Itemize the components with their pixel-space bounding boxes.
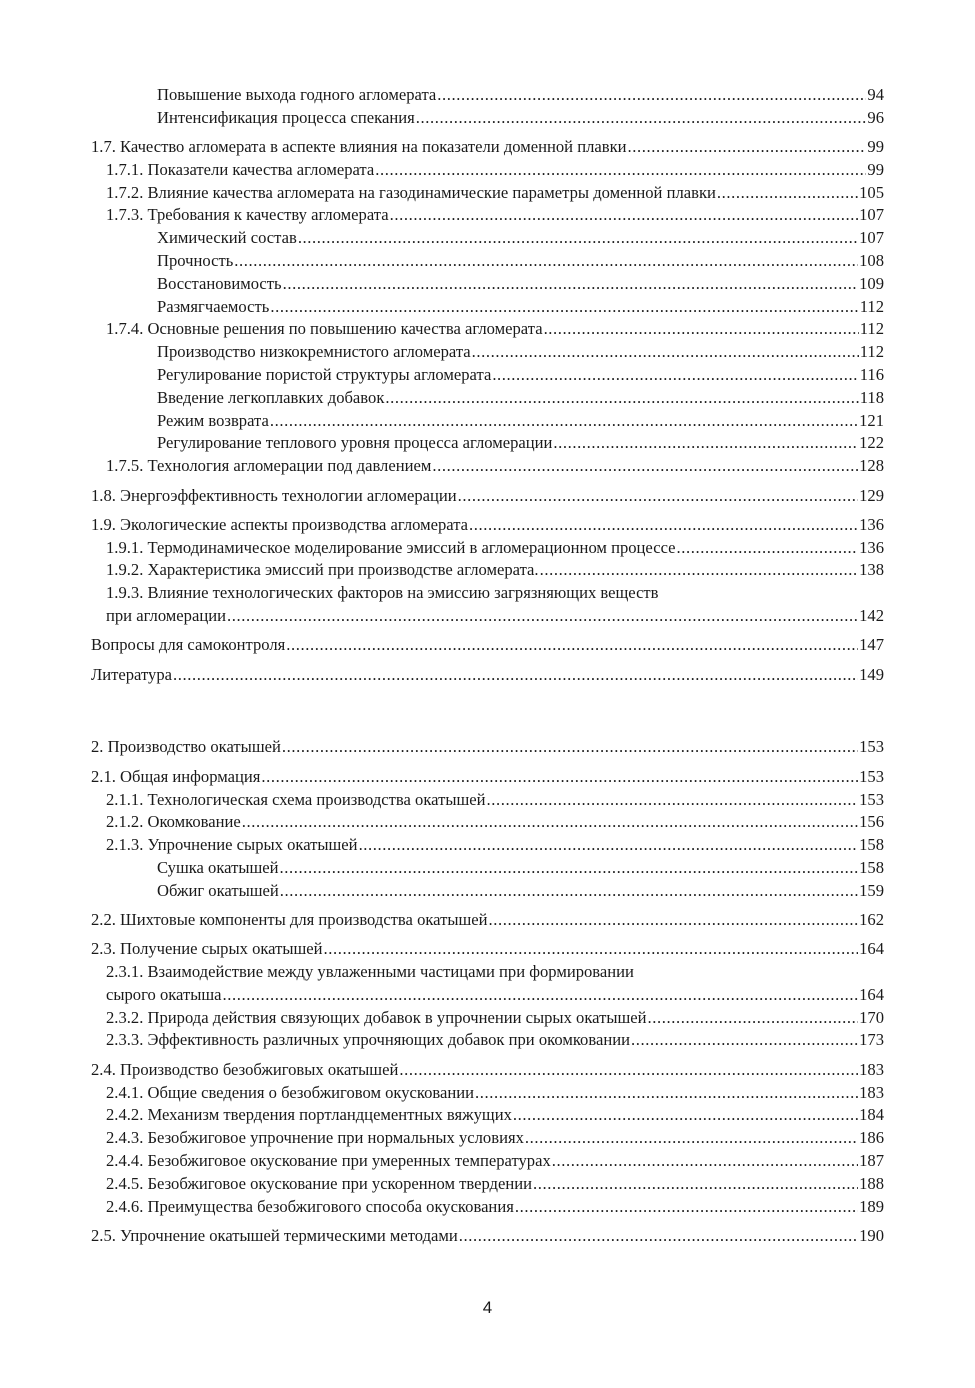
toc-section: 2.3. Получение сырых окатышей ..... 164 bbox=[91, 938, 884, 961]
toc-entry: 2.1.2. Окомкование ..... 156 bbox=[91, 811, 884, 834]
toc-entry: 2.4.3. Безобжиговое упрочнение при нормальных условиях ..... 186 bbox=[91, 1127, 884, 1150]
toc-section: 2.1. Общая информация ..... 153 bbox=[91, 766, 884, 789]
toc-chapter: 2. Производство окатышей ..... 153 bbox=[91, 736, 884, 759]
toc-entry: Регулирование теплового уровня процесса агломерации ..... 122 bbox=[91, 432, 884, 455]
toc-entry: 1.7.3. Требования к качеству агломерата ..... 107 bbox=[91, 204, 884, 227]
toc-section: 1.8. Энергоэффективность технологии агломерации ..... 129 bbox=[91, 485, 884, 508]
toc-section: Литература ..... 149 bbox=[91, 664, 884, 687]
toc-entry: 2.4.4. Безобжиговое окускование при умеренных температурах ..... 187 bbox=[91, 1150, 884, 1173]
toc-entry: 2.4.5. Безобжиговое окускование при ускоренном твердении ..... 188 bbox=[91, 1173, 884, 1196]
toc-entry: 1.7.5. Технология агломерации под давлением ..... 128 bbox=[91, 455, 884, 478]
toc-entry: 2.4.6. Преимущества безобжигового способа окускования ..... 189 bbox=[91, 1196, 884, 1219]
toc-entry: Размягчаемость ..... 112 bbox=[91, 296, 884, 319]
page-number: 4 bbox=[482, 1298, 493, 1317]
toc-entry: Химический состав ..... 107 bbox=[91, 227, 884, 250]
toc-entry-heading-line: 2.3.1. Взаимодействие между увлаженными частицами при формировании bbox=[106, 962, 634, 982]
toc-section: 2.5. Упрочнение окатышей термическими методами ..... 190 bbox=[91, 1225, 884, 1248]
table-of-contents bbox=[91, 84, 884, 1248]
toc-entry-heading-line: 1.9.3. Влияние технологических факторов на эмиссию загрязняющих веществ bbox=[106, 583, 659, 603]
toc-section: 2.2. Шихтовые компоненты для производства окатышей ..... 162 bbox=[91, 909, 884, 932]
toc-entry: Производство низкокремнистого агломерата ..... 112 bbox=[91, 341, 884, 364]
toc-entry: Сушка окатышей ..... 158 bbox=[91, 857, 884, 880]
toc-entry: сырого окатыша ..... 164 bbox=[91, 984, 884, 1007]
toc-entry: 1.7.1. Показатели качества агломерата ..... 99 bbox=[91, 159, 884, 182]
toc-entry: 1.9.1. Термодинамическое моделирование эмиссий в агломерационном процессе ..... 136 bbox=[91, 537, 884, 560]
toc-entry: при агломерации ..... 142 bbox=[91, 605, 884, 628]
toc-section: Вопросы для самоконтроля ..... 147 bbox=[91, 634, 884, 657]
toc-entry: Регулирование пористой структуры агломерата ..... 116 bbox=[91, 364, 884, 387]
toc-entry: 1.7.2. Влияние качества агломерата на газодинамические параметры доменной плавки ..... 105 bbox=[91, 182, 884, 205]
toc-entry: 2.3.3. Эффективность различных упрочняющих добавок при окомковании ..... 173 bbox=[91, 1029, 884, 1052]
toc-section: 2.4. Производство безобжиговых окатышей ..... 183 bbox=[91, 1059, 884, 1082]
toc-entry: 2.1.1. Технологическая схема производства окатышей ..... 153 bbox=[91, 789, 884, 812]
toc-entry: Прочность ..... 108 bbox=[91, 250, 884, 273]
toc-section: 1.9. Экологические аспекты производства агломерата ..... 136 bbox=[91, 514, 884, 537]
toc-entry: Восстановимость ..... 109 bbox=[91, 273, 884, 296]
toc-entry: Режим возврата ..... 121 bbox=[91, 410, 884, 433]
toc-entry: 2.3.2. Природа действия связующих добавок в упрочнении сырых окатышей ..... 170 bbox=[91, 1007, 884, 1030]
toc-entry: 1.9.2. Характеристика эмиссий при производстве агломерата. ..... 138 bbox=[91, 559, 884, 582]
toc-entry: Введение легкоплавких добавок ..... 118 bbox=[91, 387, 884, 410]
toc-entry: 2.4.1. Общие сведения о безобжиговом окусковании ..... 183 bbox=[91, 1082, 884, 1105]
toc-section: 1.7. Качество агломерата в аспекте влияния на показатели доменной плавки ..... 99 bbox=[91, 136, 884, 159]
toc-entry: 1.7.4. Основные решения по повышению качества агломерата ..... 112 bbox=[91, 318, 884, 341]
toc-entry: Повышение выхода годного агломерата ..... 94 bbox=[91, 84, 884, 107]
toc-entry: Интенсификация процесса спекания ..... 96 bbox=[91, 107, 884, 130]
toc-entry: 2.1.3. Упрочнение сырых окатышей ..... 158 bbox=[91, 834, 884, 857]
toc-entry: Обжиг окатышей ..... 159 bbox=[91, 880, 884, 903]
toc-entry: 2.4.2. Механизм твердения портландцементных вяжущих ..... 184 bbox=[91, 1104, 884, 1127]
